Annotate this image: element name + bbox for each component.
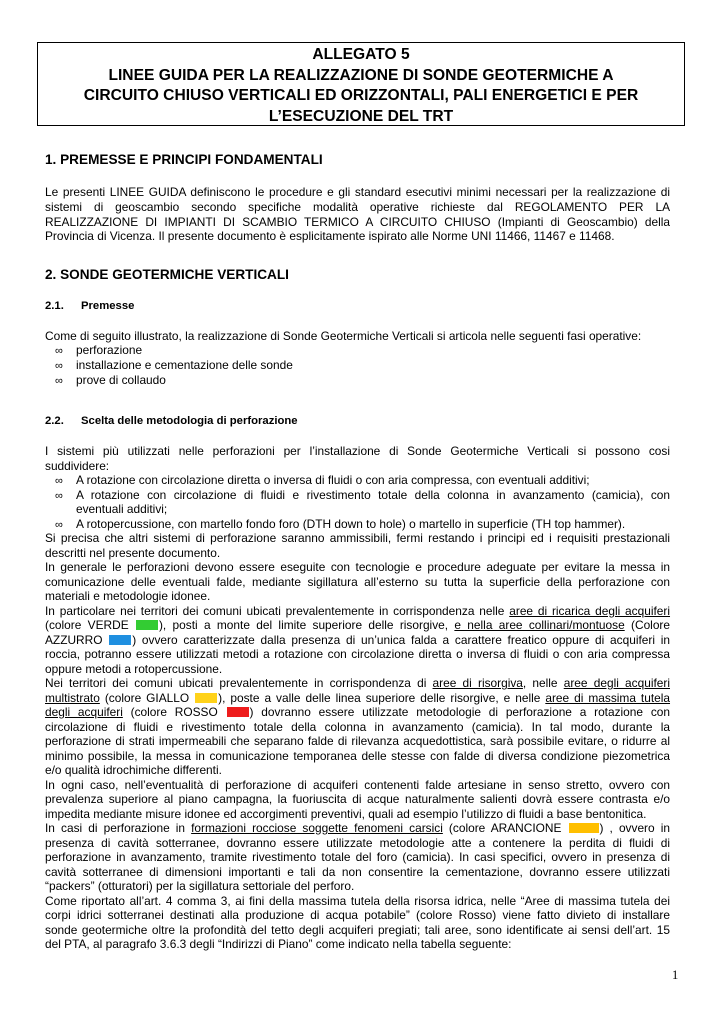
section-1-line-3: REALIZZAZIONE DI IMPIANTI DI SCAMBIO TERMICO A CIRCUITO CHIUSO (Impianti di Geoscambio) della [45,215,670,229]
text-run: ), poste a valle delle linea superiore delle risorgive, e nelle [218,691,546,705]
text-run: (colore ARANCIONE [442,821,568,835]
paragraph-line: minimo possibile, la messa in comunicazione temporanea delle stesse con falde di diversa condizione piezometrica [45,749,670,763]
text-run: , nelle [522,676,564,690]
bullet-icon: ∞ [55,360,63,372]
text-run: Nei territori dei comuni ubicati prevalentemente in corrispondenza di [45,676,433,690]
subsection-number: 2.1. [45,300,64,312]
text-run: ) dovranno essere utilizzate metodologie di perforazione a rotazione con [249,705,670,719]
section-1-line-1: Le presenti LINEE GUIDA definiscono le procedure e gli standard esecutivi minimi necessari per la realizzazione di [45,185,670,199]
list-item: A rotazione con circolazione di fluidi e rivestimento totale della colonna in avanzamento (camicia), con [76,488,670,502]
section-1-heading: 1. PREMESSE E PRINCIPI FONDAMENTALI [45,152,323,167]
paragraph-line: I sistemi più utilizzati nelle perforazioni per l’installazione di Sonde Geotermiche Verticali si possono cosi [45,444,670,458]
red-color-swatch [227,707,249,717]
blue-color-swatch [109,635,131,645]
underlined-text: multistrato [45,691,100,705]
underlined-text: degli acquiferi [45,705,123,719]
title-line-4: L’ESECUZIONE DEL TRT [268,107,454,125]
paragraph-line: circolazione di fluidi e rivestimento totale della colonna in avanzamento (camicia). In tal modo, durante la [45,720,670,734]
paragraph-line [45,691,670,706]
underlined-text: formazioni rocciose soggette fenomeni carsici [191,821,443,835]
bullet-icon: ∞ [55,345,63,357]
paragraph-line: del PTA, al paragrafo 3.6.3 degli “Indirizzi di Piano” come indicato nella tabella seguente: [45,937,512,951]
yellow-color-swatch [195,693,217,703]
underlined-text: aree di massima tutela [545,691,671,705]
title-line-2: LINEE GUIDA PER LA REALIZZAZIONE DI SONDE GEOTERMICHE A [108,66,614,84]
text-run: (colore ROSSO [122,705,226,719]
text-run: In particolare nei territori dei comuni ubicati prevalentemente in corrispondenza nelle [45,604,510,618]
page-number: 1 [672,968,679,982]
underlined-text: e nella aree collinari/montuose [454,618,625,632]
text-run: In casi di perforazione in [45,821,192,835]
title-line-1: ALLEGATO 5 [312,46,410,63]
text-run: (colore VERDE [45,618,135,632]
bullet-icon: ∞ [55,475,63,487]
paragraph-line: In generale le perforazioni devono essere eseguite con tecnologie e procedure adeguate per evitare la messa in [45,560,670,574]
green-color-swatch [136,620,158,630]
subsection-2-1-heading [45,300,134,312]
list-item: prove di collaudo [76,373,166,387]
text-run: ) , ovvero in [599,821,670,835]
paragraph-line: Come riportato all’art. 4 comma 3, ai fini della massima tutela della risorsa idrica, nelle “Aree di massima tutela dei [45,894,670,908]
paragraph-line: descritti nel presente documento. [45,546,221,560]
section-2-heading: 2. SONDE GEOTERMICHE VERTICALI [45,267,289,282]
text-run: ), posti a monte del limite superiore delle risorgive, [158,618,455,632]
list-item-continued: eventuali additivi; [76,502,168,516]
text-run: (Colore [624,618,671,632]
paragraph-line: prevalenza superiore al piano campagna, la fuoriuscita di acque naturalmente salienti dovrà essere contrasta e/o [45,792,670,806]
paragraph-line: comunicazione delle eventuali falde, mediante sigillatura all’esterno su tutta la superficie della perforazione con [45,575,670,589]
paragraph-line: presenza di cavità sotterranee, dovranno essere utilizzate metodologie atte a contenere la perdita di fluidi di [45,836,670,850]
paragraph-line [45,705,670,720]
underlined-text: aree di ricarica degli acquiferi [509,604,671,618]
paragraph-line [45,676,670,691]
section-1-line-2: sistemi di geoscambio secondo specifiche modalità operative richieste dal REGOLAMENTO PER LA [45,200,670,214]
paragraph-line: perforazione di strati impermeabili che separano falde di rilevanza acquedottistica, sarà possibile evitare, o ridurre al [45,734,670,748]
paragraph-line: impedita mediante misure idonee ed accorgimenti preventivi, quali ad esempio l’utilizzo di fluidi a base bentonitica. [45,807,647,821]
section-1-line-4: Provincia di Vicenza. Il presente documento è esplicitamente ispirato alle Norme UNI 11466, 11467 e 11468. [45,229,615,243]
paragraph-line: perforazione in avanzamento, tramite rivestimento totale del foro (camicia). In casi specifici, ovvero in presenza di [45,850,670,864]
paragraph-line: In ogni caso, nell’eventualità di perforazione di acquiferi contenenti falde artesiane in senso stretto, ovvero con [45,778,670,792]
text-run: AZZURRO [45,633,109,647]
paragraph-line: suddividere: [45,459,110,473]
paragraph-line: corpi idrici sotterranei destinati alla produzione di acqua potabile” (colore Rosso) viene fatto divieto di installare [45,908,670,922]
paragraph-line: roccia, potranno essere utilizzati metodi a rotazione con circolazione diretta o inversa di fluidi o con aria compressa [45,647,670,661]
subsection-title: Premesse [81,300,135,312]
subsection-2-2-heading [45,415,298,427]
paragraph-line: “packers” (otturatori) per la sigillatura settoriale del perforo. [45,879,355,893]
title-box [37,42,685,126]
text-run: ) ovvero caratterizzate dalla presenza di un’unica falda a carattere freatico oppure di acquiferi in [132,633,670,647]
subsection-number: 2.2. [45,415,64,427]
paragraph-line: oppure metodi a rotopercussione. [45,662,223,676]
paragraph-line: e/o qualità idrochimiche differenti. [45,763,222,777]
paragraph-line: cavità sotterranee di dimensioni importanti e tali da non consentire la cementazione, dovranno essere utilizzati [45,865,670,879]
list-item: installazione e cementazione delle sonde [76,358,293,372]
bullet-icon: ∞ [55,519,63,531]
paragraph-line [45,821,670,836]
underlined-text: aree di risorgiva [432,676,523,690]
list-item: A rotopercussione, con martello fondo foro (DTH down to hole) o martello in superficie (TH top hammer). [76,517,626,531]
paragraph-line: Si precisa che altri sistemi di perforazione saranno ammissibili, fermi restando i principi ed i requisiti prestazionali [45,531,670,545]
title-line-3: CIRCUITO CHIUSO VERTICALI ED ORIZZONTALI, PALI ENERGETICI E PER [83,87,639,104]
subsection-2-1-intro: Come di seguito illustrato, la realizzazione di Sonde Geotermiche Verticali si articola nelle seguenti fasi operative: [45,329,642,343]
paragraph-line [45,618,670,633]
bullet-icon: ∞ [55,490,63,502]
paragraph-line: materiali e metodologie idonee. [45,589,211,603]
text-run: (colore GIALLO [99,691,195,705]
subsection-title: Scelta delle metodologia di perforazione [81,415,298,427]
list-item: perforazione [76,343,143,357]
orange-color-swatch [569,823,599,833]
paragraph-line: sonde geotermiche oltre la profondità del tetto degli acquiferi pregiati; tali aree, sono identificate ai sensi dell’art. 15 [45,923,670,937]
bullet-icon: ∞ [55,375,63,387]
paragraph-line [45,604,670,619]
list-item: A rotazione con circolazione diretta o inversa di fluidi o con aria compressa, con eventuali additivi; [76,473,590,487]
underlined-text: aree degli acquiferi [563,676,670,690]
paragraph-line [45,633,670,648]
